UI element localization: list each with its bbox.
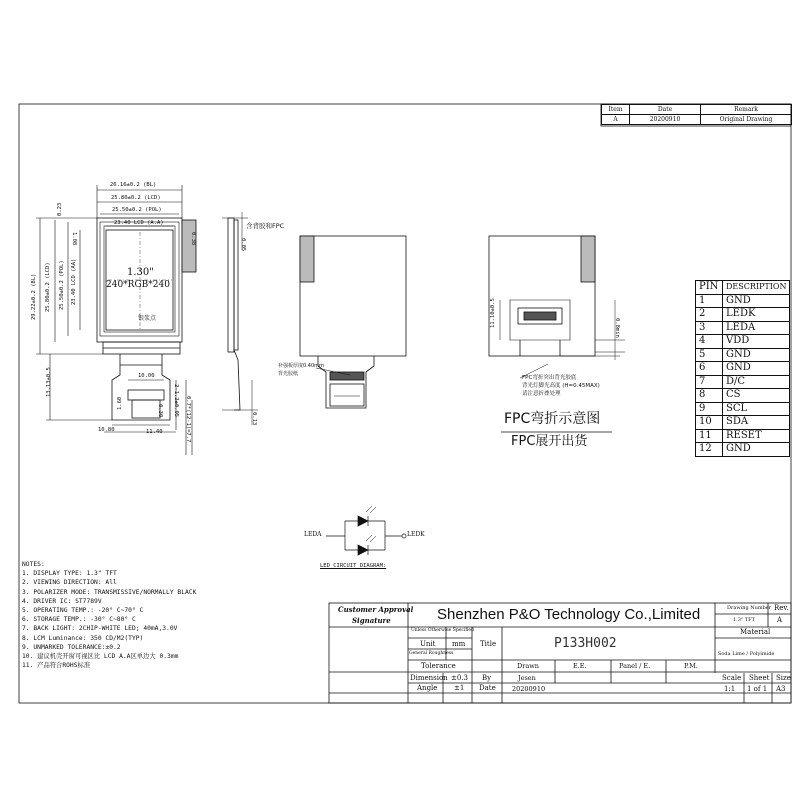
pin-header: PIN [696, 281, 723, 295]
dim-left-small: 1.08 [71, 232, 77, 246]
pin-number: 3 [696, 321, 723, 335]
note-item: 9. UNMARKED TOLERANCE:±0.2 [22, 643, 121, 651]
resolution-label: 240*RGB*240 [106, 280, 170, 290]
pin-description: SCL [723, 402, 790, 416]
drawing-number-label: Drawing Number [727, 605, 772, 611]
drawing-number: 1.3" TFT [733, 617, 755, 623]
pin-description: GND [723, 362, 790, 376]
panel-label: Panel / E. [619, 662, 651, 670]
led-left-label: LEDA [304, 531, 322, 538]
back-view-outline [300, 236, 406, 408]
date-label: Date [479, 684, 496, 692]
pin-row [696, 416, 790, 430]
pin-description: GND [723, 348, 790, 362]
pin-row [696, 321, 790, 335]
company-name: Shenzhen P&O Technology Co.,Limited [437, 606, 701, 623]
material-label: Material [740, 628, 771, 636]
dim-fpc-width: 10.00 [138, 373, 155, 379]
unit-value: mm [452, 640, 466, 648]
pin-number: 1 [696, 294, 723, 308]
pin-row [696, 294, 790, 308]
dim-fpc-length: 13.13±0.5 [46, 367, 52, 397]
dim-bl-width: 26.16±0.2 (BL) [110, 182, 157, 188]
pin-number: 6 [696, 362, 723, 376]
caption-bend: FPC弯折示意图 [504, 411, 601, 427]
dim-pitch: 2-1.2±0.05 [173, 384, 179, 418]
pin-description: LEDK [723, 308, 790, 322]
stiffener-note-2: 背光胶纸 [278, 371, 299, 377]
tolerance-label: Tolerance [421, 662, 456, 670]
angle-label: Angle [417, 684, 438, 692]
dim-top-left: 0.23 [57, 202, 63, 216]
size-label: Size [776, 674, 791, 682]
by-label: By [482, 674, 492, 682]
rev-label: Rev. [774, 604, 789, 612]
stiffener-note: 补强板厚度0.40mm [278, 363, 324, 369]
dim-pitch-total: 0.7*(12-1)=7.7 [185, 396, 191, 443]
date-value: 20200910 [512, 685, 546, 693]
led-right-label: LEDK [407, 531, 425, 538]
note-item: 11. 产品符合ROHS标准 [22, 662, 91, 670]
pin-number: 12 [696, 443, 723, 457]
pin-number: 5 [696, 348, 723, 362]
rev-value: A [777, 616, 783, 624]
dimension-tolerance: ±0.3 [451, 674, 468, 682]
pin-number: 8 [696, 389, 723, 403]
material-value: Soda Lime / Polyimide [718, 651, 775, 657]
unit-label: Unit [420, 640, 436, 648]
scale-value: 1:1 [724, 685, 736, 693]
notes-block [22, 560, 196, 670]
dim-side: 1.60 [117, 396, 123, 410]
rev-date: 20200910 [630, 115, 701, 125]
pin-table [695, 280, 790, 457]
description-header: DESCRIPTION [723, 281, 790, 295]
pin-row [696, 308, 790, 322]
fpc-fold-view-outline [316, 236, 625, 378]
drawn-by: Jesen [518, 674, 536, 682]
pin-row [696, 402, 790, 416]
revision-table [601, 104, 792, 125]
fold-note-1: FPC弯折突出背光胶底 [522, 375, 577, 381]
size-label: 1.30" [127, 267, 154, 278]
dim-pol-width: 25.50±0.2 (POL) [112, 207, 162, 213]
general-roughness: General Roughness [409, 651, 454, 656]
unless-specified: Unless Otherwise Specified [411, 628, 474, 633]
pin-row [696, 348, 790, 362]
rev-header-remark: Remark [701, 105, 792, 115]
note-item: 5. OPERATING TEMP.: -20° C~70° C [22, 607, 144, 615]
pin-row [696, 429, 790, 443]
pin-description: SDA [723, 416, 790, 430]
note-item: 6. STORAGE TEMP.: -30° C~80° C [22, 616, 136, 624]
pin-description: CS [723, 389, 790, 403]
rev-header-date: Date [630, 105, 701, 115]
led-circuit-title: LED CIRCUIT DIAGRAM: [320, 563, 387, 569]
note-item: 4. DRIVER IC: ST7789V [22, 597, 102, 605]
dim-pol-height: 25.50±0.2 (POL) [59, 260, 65, 310]
pin-table-header [696, 281, 790, 295]
rev-item: A [602, 115, 630, 125]
dim-lcd-height: 25.80±0.2 (LCD) [45, 262, 51, 312]
notes-title: NOTES: [22, 561, 45, 568]
note-item: 7. BACK LIGHT: 2CHIP-WHITE LED; 40mA,3.0V [22, 625, 178, 633]
size-value: A3 [776, 685, 786, 693]
dim-gap: 0.8min [614, 318, 620, 338]
drawn-label: Drawn [517, 662, 539, 670]
rev-remark: Original Drawing [701, 115, 792, 125]
signature-label: Signature [352, 616, 391, 625]
pin-row [696, 375, 790, 389]
pin-row [696, 362, 790, 376]
pin-number: 10 [696, 416, 723, 430]
dim-fpc-left: 10.80 [98, 427, 115, 433]
pin-description: D/C [723, 375, 790, 389]
silver-dot-note: 银浆点 [138, 315, 157, 322]
dim-top-right: 0.38 [190, 232, 196, 246]
pin-number: 7 [696, 375, 723, 389]
pin-number: 2 [696, 308, 723, 322]
dim-contact: 0.30 [157, 404, 163, 418]
pin-row [696, 443, 790, 457]
pin-description: GND [723, 294, 790, 308]
pin-description: GND [723, 443, 790, 457]
led-circuit-lines [326, 506, 406, 555]
dim-lcd-width: 25.80±0.2 (LCD) [111, 195, 161, 201]
dimension-label: Dimension [410, 674, 448, 682]
customer-approval-label: Customer Approval [338, 605, 414, 614]
caption-flat: FPC展开出货 [511, 434, 588, 449]
side-tape-note: 含背胶和FPC [246, 222, 285, 230]
fold-note-3: 请注意折叠处理 [522, 391, 561, 397]
pin-row [696, 335, 790, 349]
sheet-label: Sheet [749, 674, 770, 682]
product-name: P133H002 [554, 636, 617, 651]
pm-label: P.M. [684, 662, 698, 670]
note-item: 1. DISPLAY TYPE: 1.3" TFT [22, 570, 117, 578]
dim-fold: 11.10±0.5 [490, 298, 496, 328]
note-item: 10. 建议机壳开窗可视区比 LCD A.A区单边大 0.3mm [22, 653, 179, 661]
sheet-value: 1 of 1 [747, 685, 768, 693]
note-item: 3. POLARIZER MODE: TRANSMISSIVE/NORMALLY BLACK [22, 588, 197, 596]
ee-label: E.E. [573, 662, 587, 670]
dim-bl-height: 29.22±0.2 (BL) [31, 273, 37, 320]
pin-description: RESET [723, 429, 790, 443]
title-label: Title [480, 640, 497, 648]
angle-tolerance: ±1 [454, 684, 465, 692]
dim-fpc-right: 11.40 [146, 429, 163, 435]
pin-number: 11 [696, 429, 723, 443]
fold-note-2: 背光灯脚光高度 (H=0.45MAX) [522, 383, 600, 389]
note-item: 8. LCM Luminance: 350 CD/M2(TYP) [22, 634, 144, 642]
pin-number: 4 [696, 335, 723, 349]
note-item: 2. VIEWING DIRECTION: All [22, 579, 117, 587]
dim-aa-width: 23.40 LCD (A.A) [114, 220, 164, 226]
pin-description: VDD [723, 335, 790, 349]
pin-description: LEDA [723, 321, 790, 335]
dim-aa-height: 23.40 LCD (AA) [71, 258, 77, 305]
scale-label: Scale [722, 674, 742, 682]
pin-number: 9 [696, 402, 723, 416]
side-bottom: 0.13 [251, 412, 257, 426]
side-thickness: 0.05 [240, 238, 246, 252]
rev-header-item: Item [602, 105, 630, 115]
pin-row [696, 389, 790, 403]
